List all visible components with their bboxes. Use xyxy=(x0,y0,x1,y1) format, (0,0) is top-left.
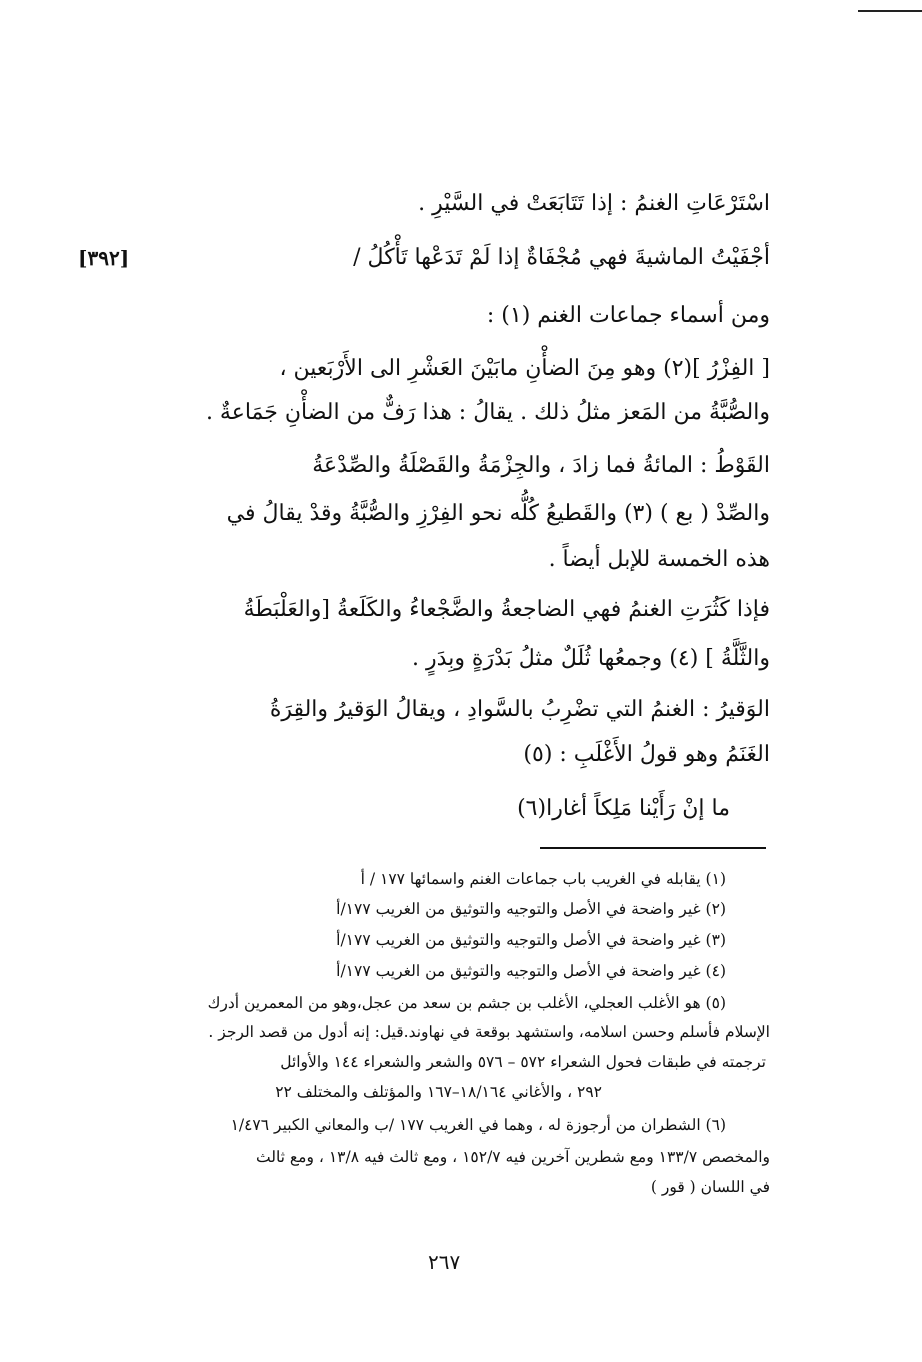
footnote-line: (٥) هو الأغلب العجلي، الأغلب بن جشم بن سعد من عجل،وهو من المعمرين أدرك xyxy=(207,994,726,1012)
footnote-line: (٢) غير واضحة في الأصل والتوجيه والتوثيق من الغريب ١٧٧/أ xyxy=(336,900,726,918)
text-line: الغَنَمُ وهو قولُ الأَغْلَبِ : (٥) xyxy=(523,742,770,767)
footnote-line: (١) يقابله في الغريب باب جماعات الغنم واسمائها ١٧٧ / أ xyxy=(360,870,726,888)
footnote-line: (٦) الشطران من أرجوزة له ، وهما في الغريب ١٧٧ /ب والمعاني الكبير ١/٤٧٦ xyxy=(230,1116,726,1134)
text-line: الوَقيرُ : الغنمُ التي تضْرِبُ بالسَّوادِ ، ويقالُ الوَقيرُ والقِرَةُ xyxy=(269,697,770,722)
corner-mark xyxy=(858,10,922,12)
footnote-separator xyxy=(540,847,766,849)
text-line: والصُّبَّةُ من المَعز مثلُ ذلك . يقالُ : هذا رَفٌّ من الضأْنِ جَمَاعةٌ . xyxy=(205,400,770,425)
footnote-line: الإسلام فأسلم وحسن اسلامه، واستشهد بوقعة في نهاوند.قيل: إنه أدول من قصد الرجز . xyxy=(208,1023,770,1041)
page-number: ٢٦٧ xyxy=(428,1250,461,1274)
footnote-line: ٢٩٢ ، والأغاني ١٨/١٦٤–١٦٧ والمؤتلف والمختلف ٢٢ xyxy=(275,1083,602,1101)
margin-reference: [٣٩٢] xyxy=(78,246,130,270)
text-line: القَوْطُ : المائةُ فما زادَ ، والجِزْمَةُ والقَصْلَةُ والصِّدْعَةُ xyxy=(312,453,770,478)
text-line: هذه الخمسة للإبل أيضاً . xyxy=(548,547,770,572)
verse-line: ما إنْ رَأَيْنا مَلِكاً أغارا(٦) xyxy=(517,796,730,821)
text-line: ومن أسماء جماعات الغنم (١) : xyxy=(486,303,770,328)
text-line: اسْتَرْعَاتِ الغنمُ : إذا تَتَابَعَتْ في السَّيْرِ . xyxy=(418,191,770,216)
text-line: فإذا كَثُرَتِ الغنمُ فهي الضاجعةُ والضَّجْعاءُ والكَلَعةُ [والعَلْبَطَةُ xyxy=(243,597,770,622)
footnote-line: في اللسان ( قور ) xyxy=(650,1178,770,1196)
text-line: أجْفَيْتُ الماشيةَ فهي مُجْفَاةٌ إذا لَمْ تَدَعْها تَأْكُلُ / xyxy=(353,245,770,270)
footnote-line: (٤) غير واضحة في الأصل والتوجيه والتوثيق من الغريب ١٧٧/أ xyxy=(336,962,726,980)
text-line: [ الفِزْرُ ](٢) وهو مِنَ الضأْنِ مابَيْنَ العَشْرِ الى الأَرْبَعين ، xyxy=(279,356,770,381)
text-line: والصِّدْ ( بع ) (٣) والقَطيعُ كُلُّه نحو الفِرْزِ والصُّبَّةُ وقدْ يقالُ في xyxy=(226,501,770,526)
footnote-line: (٣) غير واضحة في الأصل والتوجيه والتوثيق من الغريب ١٧٧/أ xyxy=(336,931,726,949)
text-line: والثَّلَّةُ ] (٤) وجمعُها ثُلَلٌ مثلُ بَدْرَةٍ وبِدَرٍ . xyxy=(412,646,770,671)
footnote-line: ترجمته في طبقات فحول الشعراء ٥٧٢ – ٥٧٦ والشعر والشعراء ١٤٤ والأوائل xyxy=(280,1053,766,1071)
footnote-line: والمخصص ١٣٣/٧ ومع شطرين آخرين فيه ١٥٢/٧ ، ومع ثالث فيه ١٣/٨ ، ومع ثالث xyxy=(256,1148,770,1166)
